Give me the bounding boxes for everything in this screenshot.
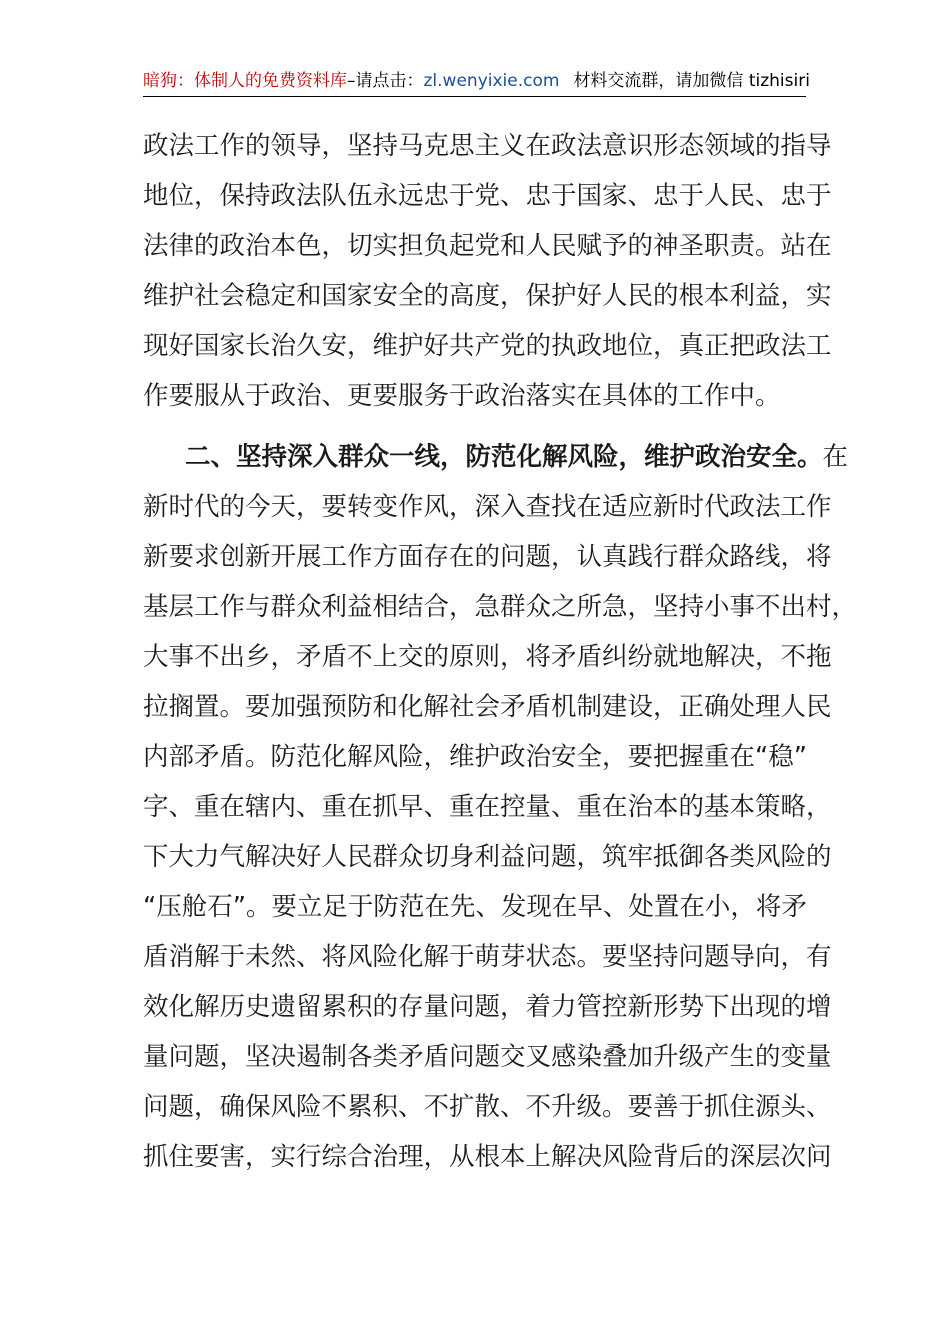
header-library-title: 暗狗：体制人的免费资料库 [143, 71, 347, 91]
text-line: 政法工作的领导，坚持马克思主义在政法意识形态领域的指导 [143, 131, 832, 161]
text-line: 字、重在辖内、重在抓早、重在控量、重在治本的基本策略， [143, 792, 832, 822]
text-line: 新要求创新开展工作方面存在的问题，认真践行群众路线，将 [143, 542, 832, 572]
text-line: 作要服从于政治、更要服务于政治落实在具体的工作中。 [143, 381, 781, 411]
text-line: 维护社会稳定和国家安全的高度，保护好人民的根本利益，实 [143, 281, 832, 311]
text-line: 大事不出乡，矛盾不上交的原则，将矛盾纠纷就地解决，不拖 [143, 642, 832, 672]
text-line: “压舱石”。要立足于防范在先、发现在早、处置在小，将矛 [143, 892, 807, 922]
page-header [143, 66, 810, 97]
paragraph-1 [143, 121, 832, 421]
text-line: 量问题，坚决遏制各类矛盾问题交叉感染叠加升级产生的变量 [143, 1042, 832, 1072]
header-wechat-note: 材料交流群，请加微信 tizhisiri [573, 71, 810, 91]
text-line: 抓住要害，实行综合治理，从根本上解决风险背后的深层次问 [143, 1142, 832, 1172]
text-line: 问题，确保风险不累积、不扩散、不升级。要善于抓住源头、 [143, 1092, 832, 1122]
text-line: 新时代的今天，要转变作风，深入查找在适应新时代政法工作 [143, 492, 832, 522]
text-line: 效化解历史遗留累积的存量问题，着力管控新形势下出现的增 [143, 992, 832, 1022]
text-line: 盾消解于未然、将风险化解于萌芽状态。要坚持问题导向，有 [143, 942, 832, 972]
text-run: 在 [822, 442, 849, 472]
section-heading-line [143, 432, 849, 482]
header-url-link[interactable]: zl.wenyixie.com [423, 71, 560, 91]
text-line: 下大力气解决好人民群众切身利益问题，筑牢抵御各类风险的 [143, 842, 832, 872]
text-line: 地位，保持政法队伍永远忠于党、忠于国家、忠于人民、忠于 [143, 181, 832, 211]
text-line: 基层工作与群众利益相结合，急群众之所急，坚持小事不出村， [143, 592, 858, 622]
text-line: 内部矛盾。防范化解风险，维护政治安全，要把握重在“稳” [143, 742, 807, 772]
section-heading: 二、坚持深入群众一线，防范化解风险，维护政治安全。 [185, 442, 823, 472]
paragraph-2 [143, 432, 858, 1182]
header-click-prompt: –请点击： [347, 71, 424, 91]
text-line: 法律的政治本色，切实担负起党和人民赋予的神圣职责。站在 [143, 231, 832, 261]
text-line: 拉搁置。要加强预防和化解社会矛盾机制建设，正确处理人民 [143, 692, 832, 722]
text-line: 现好国家长治久安，维护好共产党的执政地位，真正把政法工 [143, 331, 832, 361]
